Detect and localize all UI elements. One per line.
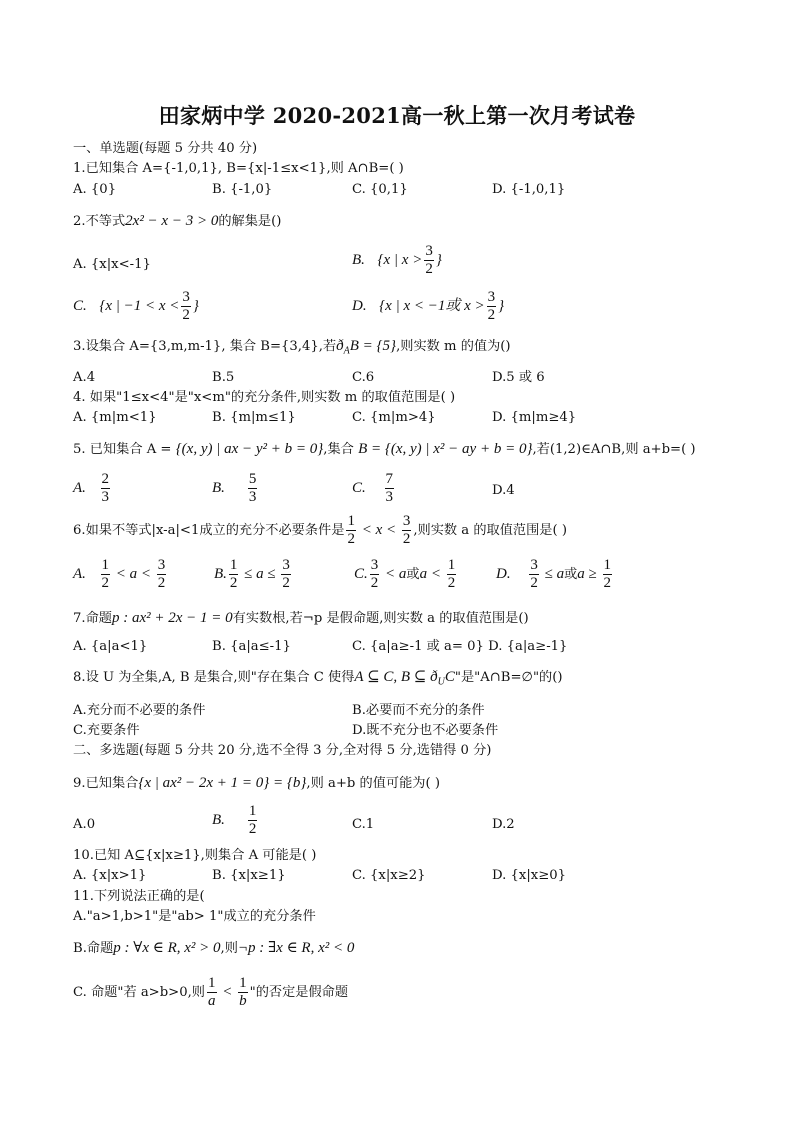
q3-option-d[interactable]: D.5 或 6	[492, 370, 545, 385]
section-1-heading: 一、单选题(每题 5 分共 40 分)	[73, 141, 258, 156]
q4-option-b[interactable]: B. {m|m≤1}	[212, 410, 296, 425]
fraction: $\frac{3}{2}$	[157, 557, 166, 591]
fraction: $\frac{3}{2}$	[402, 513, 411, 547]
fraction: $\frac{1}{2}$	[101, 557, 109, 591]
question-5-stem: 5. 已知集合 A = {(x, y) | ax − y² + b = 0},集合 B = {(x, y) | x² − ay + b = 0},若(1,2)∈A∩B,则 a+b=( )	[73, 441, 696, 457]
q10-option-d[interactable]: D. {x|x≥0}	[492, 868, 567, 883]
q5-option-c[interactable]: C. $\frac{7}{3}$	[352, 471, 394, 505]
q5-option-b[interactable]: B. $\frac{5}{3}$	[212, 471, 257, 505]
q2-option-b[interactable]: B. {x | x > $\frac{3}{2}$ }	[352, 243, 442, 277]
question-7-stem: 7.命题p : ax² + 2x − 1 = 0有实数根,若¬p 是假命题,则实数 a 的取值范围是()	[73, 610, 529, 626]
fraction: $\frac{5}{3}$	[248, 471, 257, 505]
q10-option-c[interactable]: C. {x|x≥2}	[352, 868, 426, 883]
q8-option-c[interactable]: C.充要条件	[73, 723, 140, 738]
q2-pre: 2.不等式	[73, 214, 126, 229]
fraction: $\frac{1}{2}$	[603, 557, 612, 591]
q1-option-b[interactable]: B. {-1,0}	[212, 182, 273, 197]
q4-option-c[interactable]: C. {m|m>4}	[352, 410, 436, 425]
q5-option-a[interactable]: A. $\frac{2}{3}$	[73, 471, 109, 505]
q10-option-b[interactable]: B. {x|x≥1}	[212, 868, 286, 883]
q1-option-a[interactable]: A. {0}	[73, 182, 117, 197]
fraction: $\frac{1}{2}$	[447, 557, 456, 591]
q9-option-b[interactable]: B. $\frac{1}{2}$	[212, 803, 257, 837]
page-title: 田家炳中学 2020-2021高一秋上第一次月考试卷	[158, 103, 636, 128]
q3-option-c[interactable]: C.6	[352, 370, 375, 385]
q2-option-d[interactable]: D. {x | x < −1或 x > $\frac{3}{2}$ }	[352, 289, 505, 323]
fraction: $\frac{3}{2}$	[425, 243, 433, 277]
q8-option-b[interactable]: B.必要而不充分的条件	[352, 703, 485, 718]
q11-option-c[interactable]: C. 命题"若 a>b>0,则 $\frac{1}{a}$ < $\frac{1}{b}$ "的否定是假命题	[73, 975, 349, 1009]
q4-option-a[interactable]: A. {m|m<1}	[73, 410, 157, 425]
q1-option-d[interactable]: D. {-1,0,1}	[492, 182, 566, 197]
q3-option-a[interactable]: A.4	[73, 370, 96, 385]
fraction: $\frac{3}{2}$	[370, 557, 379, 591]
fraction: $\frac{1}{2}$	[248, 803, 257, 837]
question-10-stem: 10.已知 A⊆{x|x≥1},则集合 A 可能是( )	[73, 848, 317, 863]
question-1-stem: 1.已知集合 A={-1,0,1}, B={x|-1≤x<1},则 A∩B=( )	[73, 161, 404, 176]
q7-option-b[interactable]: B. {a|a≤-1}	[212, 639, 291, 654]
q6-option-b[interactable]: B. $\frac{1}{2}$ ≤ a ≤ $\frac{3}{2}$	[214, 557, 290, 591]
fraction: $\frac{3}{2}$	[487, 289, 496, 323]
q2-expr: 2x² − x − 3 > 0	[125, 213, 219, 229]
fraction: $\frac{7}{3}$	[385, 471, 394, 505]
fraction: $\frac{1}{2}$	[347, 513, 355, 547]
q6-option-d[interactable]: D. $\frac{3}{2}$ ≤ a或a ≥ $\frac{1}{2}$	[496, 557, 612, 591]
question-6-stem: 6.如果不等式|x-a|<1成立的充分不必要条件是 $\frac{1}{2}$ < x < $\frac{3}{2}$ ,则实数 a 的取值范围是( )	[73, 513, 567, 547]
q2-option-a[interactable]: A. {x|x<-1}	[73, 257, 151, 272]
fraction: $\frac{3}{2}$	[282, 557, 290, 591]
q3-option-b[interactable]: B.5	[212, 370, 235, 385]
question-9-stem: 9.已知集合{x | ax² − 2x + 1 = 0} = {b},则 a+b 的值可能为( )	[73, 775, 440, 791]
fraction: $\frac{2}{3}$	[101, 471, 109, 505]
q9-option-c[interactable]: C.1	[352, 817, 375, 832]
q6-option-c[interactable]: C. $\frac{3}{2}$ < a或a < $\frac{1}{2}$	[354, 557, 456, 591]
question-2-stem	[73, 212, 281, 231]
question-11-stem: 11.下列说法正确的是(	[73, 889, 205, 904]
question-4-stem: 4. 如果"1≤x<4"是"x<m"的充分条件,则实数 m 的取值范围是( )	[73, 390, 456, 405]
question-3-stem: 3.设集合 A={3,m,m-1}, 集合 B={3,4},若$ð_AB = \{5\}$,则实数 m 的值为()	[73, 338, 511, 357]
q7-option-a[interactable]: A. {a|a<1}	[73, 639, 148, 654]
q4-option-d[interactable]: D. {m|m≥4}	[492, 410, 577, 425]
q11-option-a[interactable]: A."a>1,b>1"是"ab> 1"成立的充分条件	[73, 909, 316, 924]
q2-option-c[interactable]: C. {x | −1 < x < $\frac{3}{2}$ }	[73, 289, 199, 323]
q1-option-c[interactable]: C. {0,1}	[352, 182, 408, 197]
q5-option-d[interactable]: D.4	[492, 483, 515, 498]
q6-option-a[interactable]: A. $\frac{1}{2}$ < a < $\frac{3}{2}$	[73, 557, 166, 591]
q2-post: 的解集是()	[218, 214, 282, 229]
section-2-heading: 二、多选题(每题 5 分共 20 分,选不全得 3 分,全对得 5 分,选错得 0 分)	[73, 743, 492, 758]
fraction: $\frac{1}{2}$	[229, 557, 238, 591]
q8-option-a[interactable]: A.充分而不必要的条件	[73, 703, 206, 718]
fraction: $\frac{1}{b}$	[239, 975, 247, 1009]
fraction: $\frac{1}{a}$	[208, 975, 216, 1009]
q9-option-d[interactable]: D.2	[492, 817, 515, 832]
question-8-stem: 8.设 U 为全集,A, B 是集合,则"存在集合 C 使得A ⊆ C, B ⊆ $ð_UC$"是"A∩B=∅"的()	[73, 669, 563, 688]
q10-option-a[interactable]: A. {x|x>1}	[73, 868, 147, 883]
fraction: $\frac{3}{2}$	[182, 289, 190, 323]
fraction: $\frac{3}{2}$	[530, 557, 538, 591]
q11-option-b[interactable]: B.命题p : ∀x ∈ R, x² > 0,则¬p : ∃x ∈ R, x² < 0	[73, 940, 355, 956]
q7-option-cd[interactable]: C. {a|a≥-1 或 a= 0} D. {a|a≥-1}	[352, 639, 568, 654]
q8-option-d[interactable]: D.既不充分也不必要条件	[352, 723, 499, 738]
q9-option-a[interactable]: A.0	[73, 817, 96, 832]
